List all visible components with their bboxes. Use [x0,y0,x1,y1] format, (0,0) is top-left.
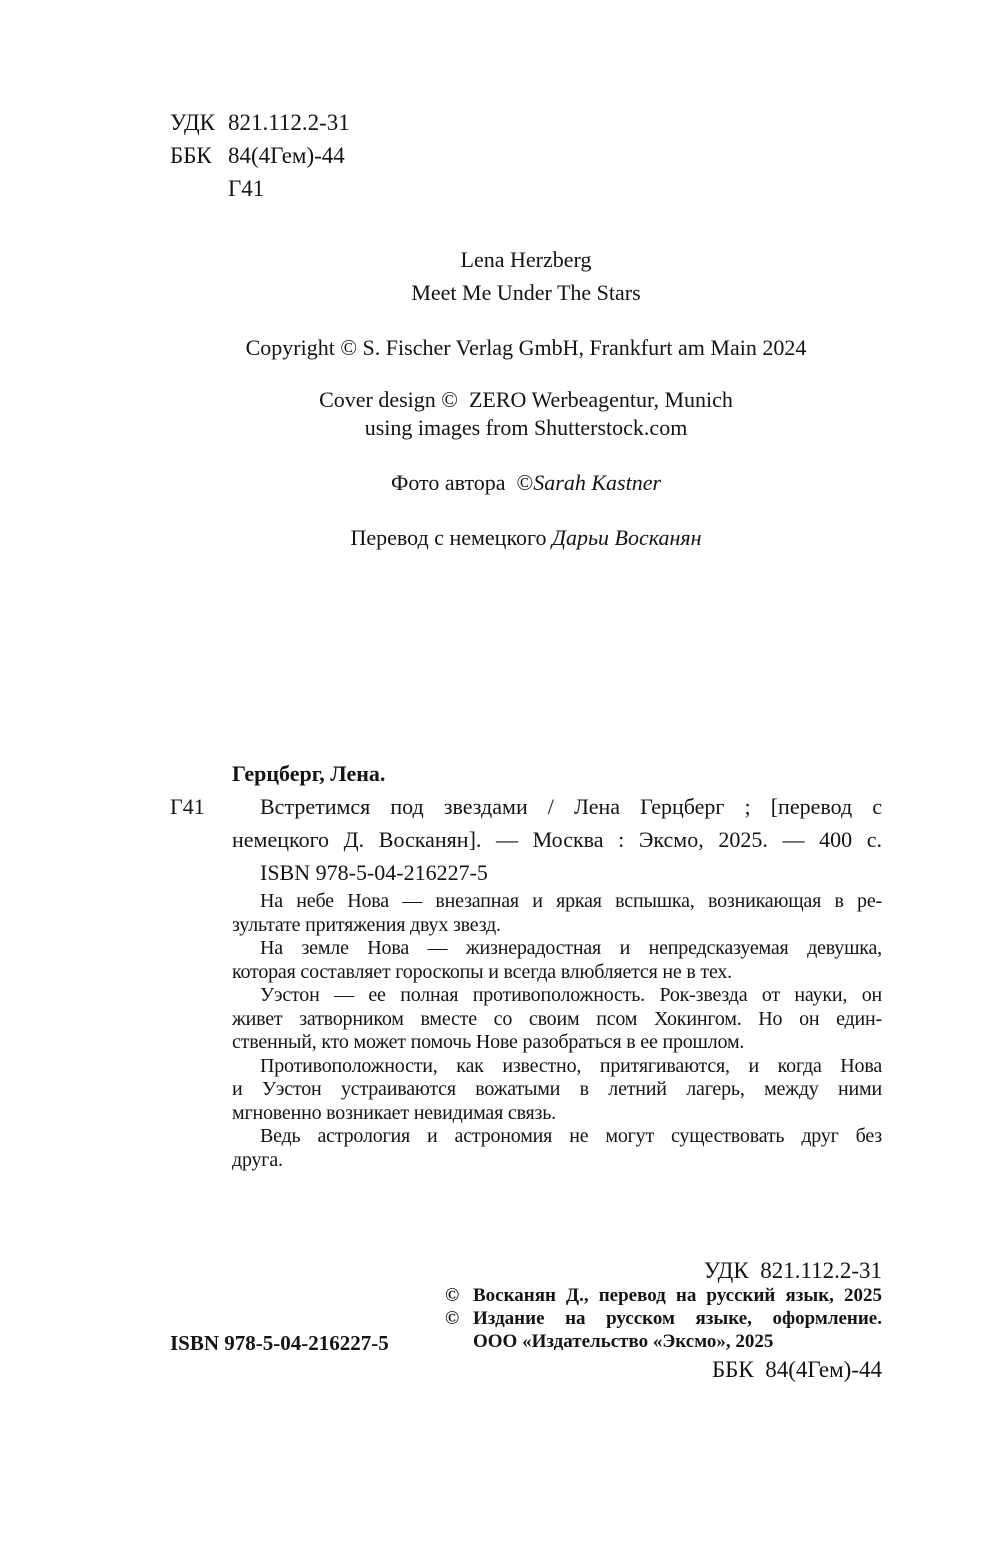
copyright-text: Издание на русском языке, оформление. [473,1308,882,1329]
photo-credit-label: Фото автора © [390,470,534,495]
copyright-symbol: © [445,1285,460,1306]
copyright-row [445,1284,882,1307]
copyright-symbol: © [445,1308,460,1329]
annotation-line: Противоположности, как известно, притягиваются, и когда Нова [260,1054,882,1077]
spacer [170,442,882,466]
translation-label: Перевод с немецкого [350,525,552,550]
spacer [170,309,882,331]
publisher-text: ООО «Издательство «Эксмо», 2025 [473,1331,774,1352]
author-sign-value: Г41 [228,176,265,201]
annotation-line: ственный, кто может помочь Нове разобраться в ее прошлом. [232,1031,745,1053]
annotation-line: На небе Нова — внезапная и яркая вспышка, возникающая в ре- [260,890,882,912]
cover-images-line: using images from Shutterstock.com [364,415,688,440]
annotation-line: Уэстон — ее полная противоположность. Рок-звезда от науки, он [260,984,882,1006]
annotation-line: и Уэстон устраиваются вожатыми в летний лагерь, между ними [232,1078,882,1100]
copyright-symbol-spacer [445,1330,473,1353]
isbn-bottom: ISBN 978-5-04-216227-5 [170,1331,389,1355]
classification-top [170,106,350,205]
copyright-row [445,1307,882,1330]
translation-line [170,521,882,554]
copyright-line: Copyright © S. Fischer Verlag GmbH, Frankfurt am Main 2024 [245,335,807,360]
catalog-isbn: ISBN 978-5-04-216227-5 [260,860,488,885]
bbk-bottom-line: ББК 84(4Гем)-44 [711,1357,882,1382]
catalog-entry [170,757,882,889]
photo-credit-name: Sarah Kastner [533,470,662,495]
annotation-line: которая составляет гороскопы и всегда влюбляется не в тех. [232,960,732,983]
original-title: Meet Me Under The Stars [411,280,641,305]
catalog-author-sign: Г41 [170,794,205,819]
catalog-heading: Герцберг, Лена. [232,761,386,786]
copyright-row [445,1330,882,1353]
copyright-block [445,1284,882,1353]
cover-design-line: Cover design © ZERO Werbeagentur, Munich [319,387,733,412]
bbk-value: 84(4Гем)-44 [228,143,345,168]
translator-name: Дарьи Восканян [552,525,702,550]
original-edition-block [170,243,882,554]
udk-value: 821.112.2-31 [228,110,350,135]
annotation-line: Ведь астрология и астрономия не могут существовать друг без [260,1125,882,1147]
udk-label: УДК [170,110,215,135]
author-sign-row [170,172,350,205]
annotation [232,890,882,1172]
author-sign-spacer [170,172,228,205]
copyright-text: Восканян Д., перевод на русский язык, 2025 [473,1285,882,1306]
spacer [170,499,882,521]
udk-bottom-line: УДК 821.112.2-31 [703,1258,882,1283]
annotation-line: На земле Нова — жизнерадостная и непредсказуемая девушка, [260,937,882,959]
annotation-line: живет затворником вместе со своим псом Хокингом. Но он един- [232,1007,882,1030]
catalog-line-2: немецкого Д. Восканян]. — Москва : Эксмо, 2025. — 400 с. [232,827,882,852]
photo-credit-line [170,466,882,499]
udk-row [170,106,350,139]
annotation-line: друга. [232,1148,283,1171]
catalog-line-1: Встретимся под звездами / Лена Герцберг ; [перевод с [260,794,882,819]
annotation-line: зультате притяжения двух звезд. [232,913,501,936]
bbk-row [170,139,350,172]
annotation-line: мгновенно возникает невидимая связь. [232,1101,556,1124]
spacer [170,364,882,386]
original-author: Lena Herzberg [460,247,592,272]
bbk-label: ББК [170,143,212,168]
